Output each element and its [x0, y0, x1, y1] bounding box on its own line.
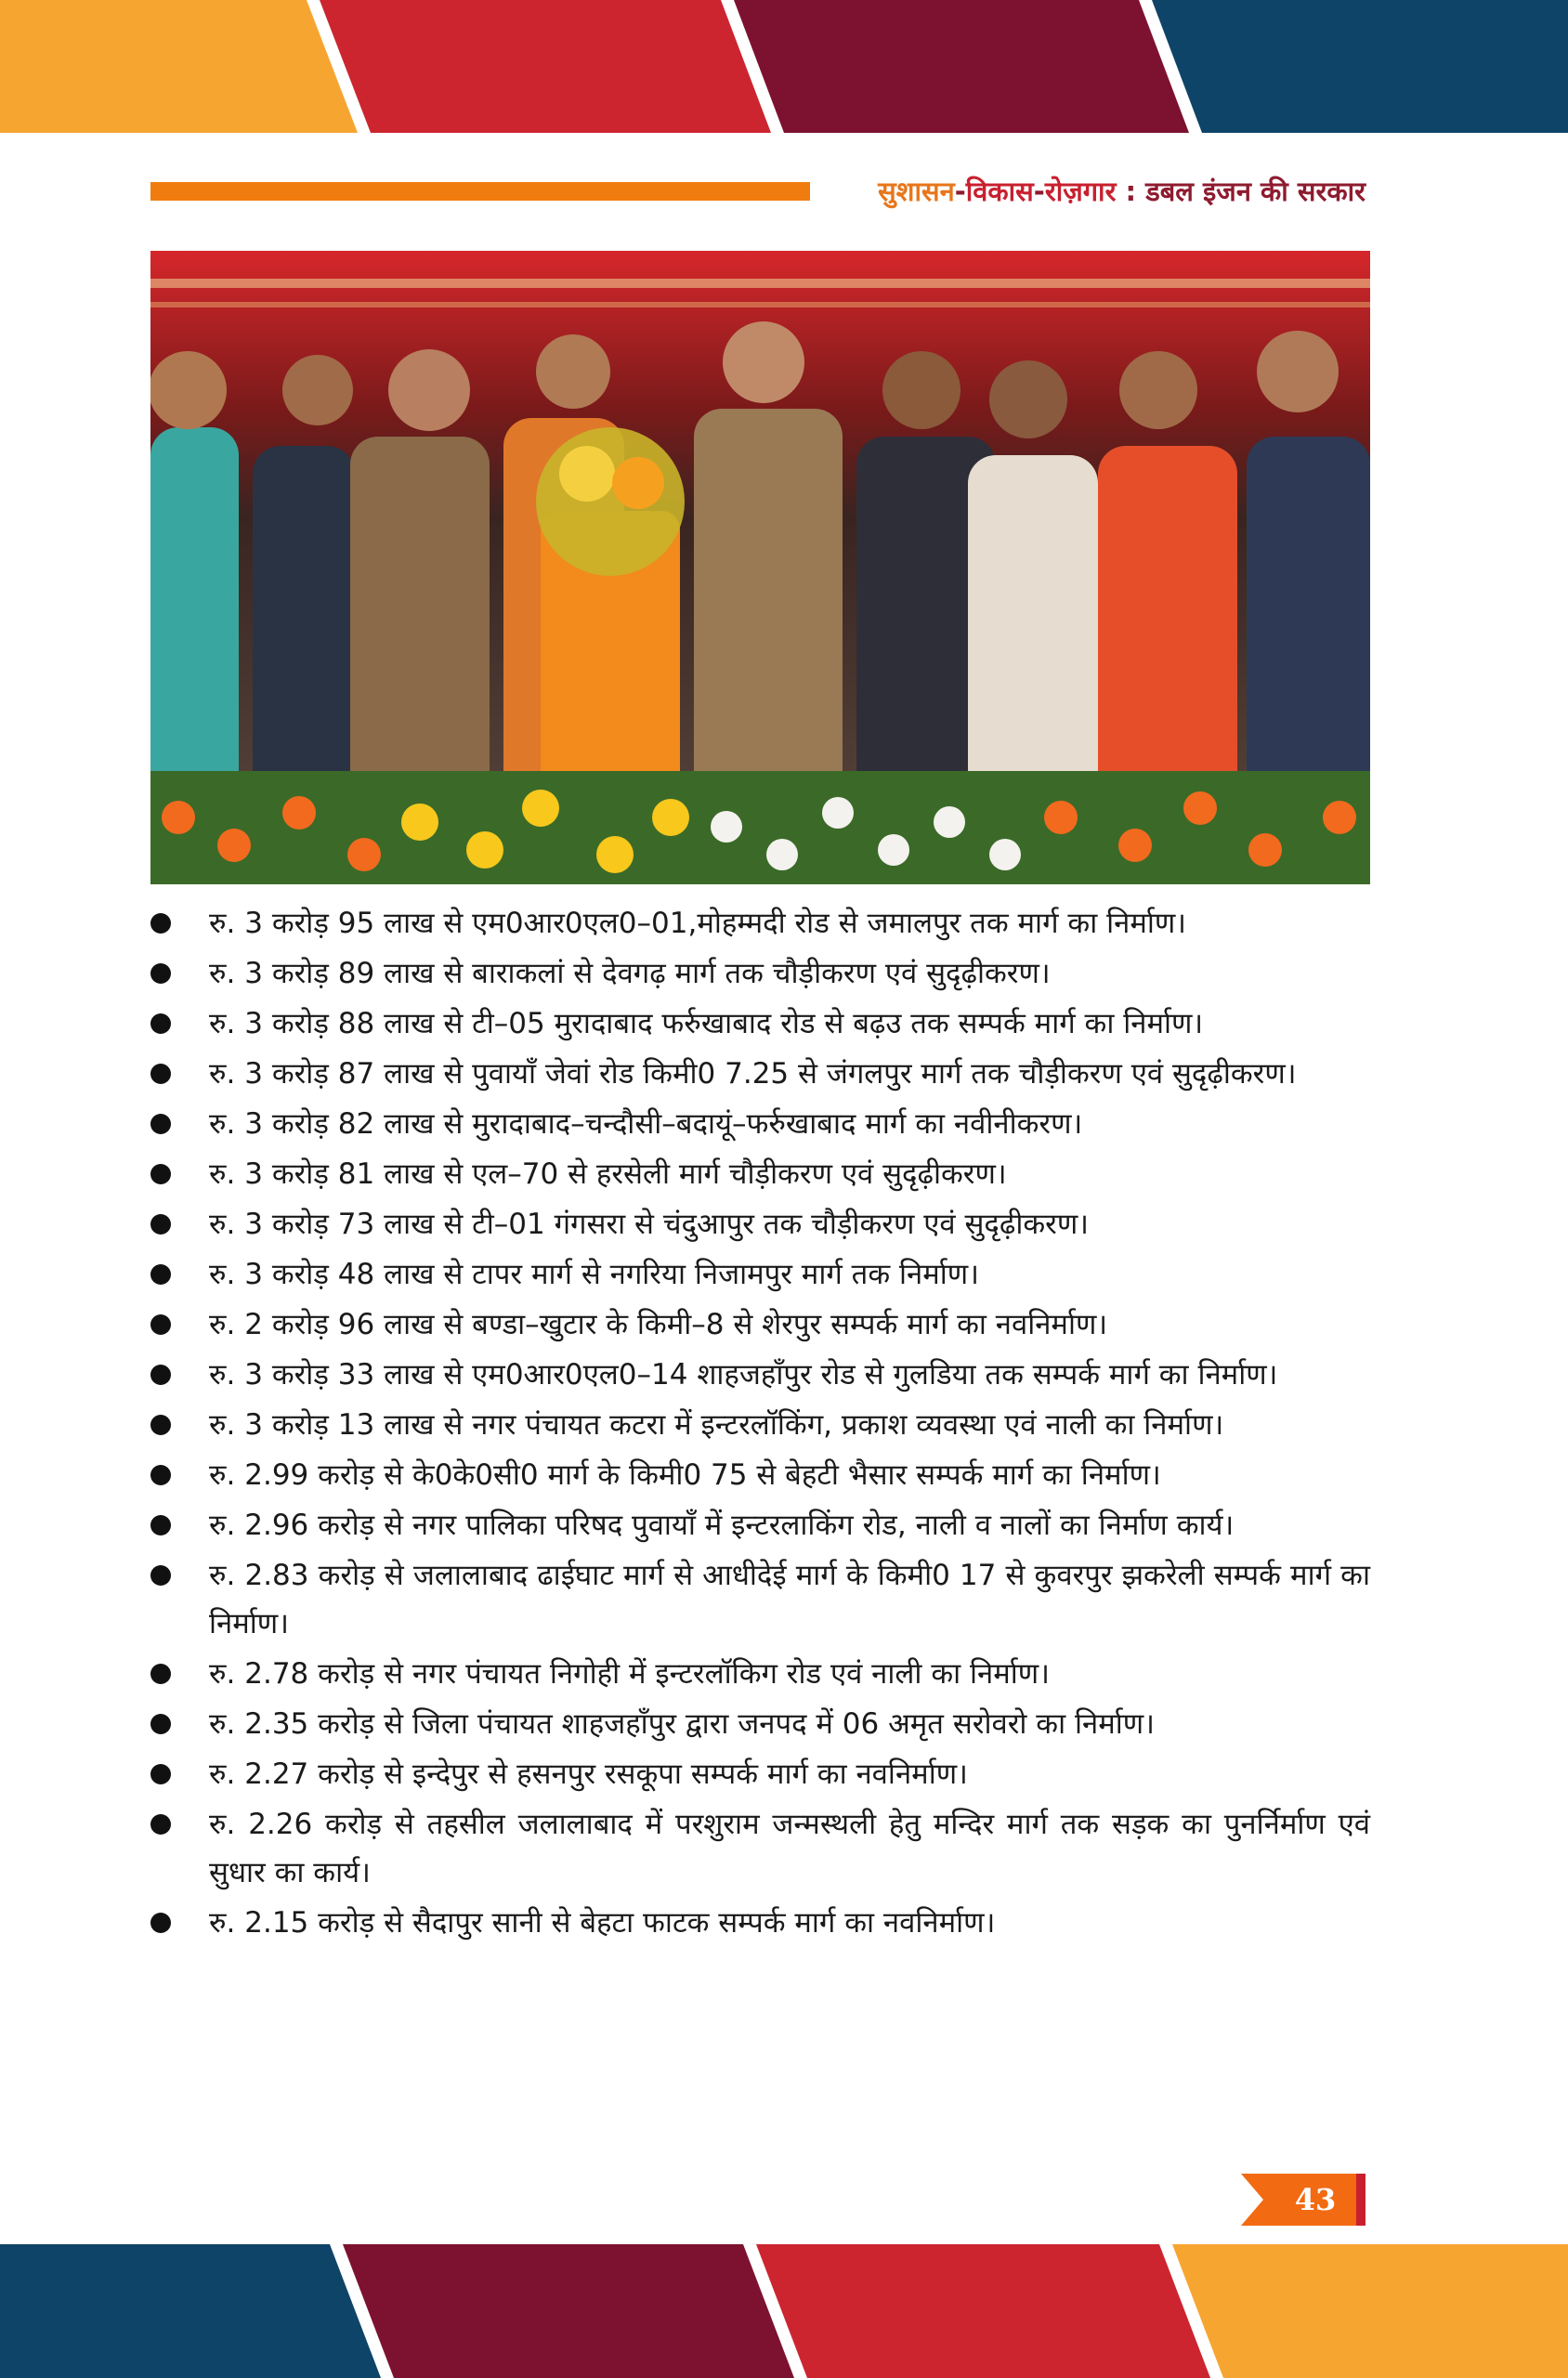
- bullet-icon: [150, 1013, 171, 1034]
- list-item: [150, 1250, 1370, 1299]
- list-item-text: रु. 2.27 करोड़ से इन्देपुर से हसनपुर रसकूपा सम्पर्क मार्ग का नवनिर्माण।: [209, 1757, 968, 1791]
- bullet-icon: [150, 1415, 171, 1435]
- list-item-text: रु. 2 करोड़ 96 लाख से बण्डा–खुटार के किमी–8 से शेरपुर सम्पर्क मार्ग का नवनिर्माण।: [209, 1308, 1108, 1341]
- list-item-text: रु. 3 करोड़ 89 लाख से बाराकलां से देवगढ़ मार्ग तक चौड़ीकरण एवं सुदृढ़ीकरण।: [209, 957, 1051, 990]
- running-head-sep-2: -: [1033, 176, 1045, 207]
- list-item-text: रु. 2.35 करोड़ से जिला पंचायत शाहजहाँपुर द्वारा जनपद में 06 अमृत सरोवरो का निर्माण।: [209, 1707, 1155, 1741]
- list-item: [150, 1750, 1370, 1798]
- list-item: [150, 899, 1370, 947]
- running-head-part-2: विकास: [965, 176, 1034, 207]
- list-item-text: रु. 2.99 करोड़ से के0के0सी0 मार्ग के किमी0 75 से बेहटी भैसार सम्पर्क मार्ग का निर्माण।: [209, 1458, 1161, 1492]
- list-item: [150, 1150, 1370, 1198]
- list-item-text: रु. 3 करोड़ 33 लाख से एम0आर0एल0–14 शाहजहाँपुर रोड से गुलडिया तक सम्पर्क मार्ग का निर्माण।: [209, 1358, 1278, 1392]
- top-color-band: [0, 0, 1568, 133]
- list-item-text: रु. 3 करोड़ 73 लाख से टी–01 गंगसरा से चंदुआपुर तक चौड़ीकरण एवं सुदृढ़ीकरण।: [209, 1208, 1089, 1241]
- bullet-icon: [150, 1764, 171, 1784]
- page-number: 43: [1294, 2182, 1337, 2217]
- bullet-icon: [150, 1365, 171, 1385]
- bullet-icon: [150, 1515, 171, 1535]
- list-item: [150, 1300, 1370, 1349]
- header-rule: [150, 182, 810, 201]
- list-item-text: रु. 3 करोड़ 95 लाख से एम0आर0एल0–01,मोहम्मदी रोड से जमालपुर तक मार्ग का निर्माण।: [209, 907, 1187, 940]
- list-item: [150, 1050, 1370, 1098]
- list-item: [150, 1800, 1370, 1897]
- running-head-sep-1: -: [954, 176, 966, 207]
- list-item: [150, 1551, 1370, 1648]
- list-item-text: रु. 3 करोड़ 82 लाख से मुरादाबाद–चन्दौसी–बदायूं–फर्रुखाबाद मार्ग का नवीनीकरण।: [209, 1107, 1083, 1141]
- event-photo: [150, 251, 1370, 884]
- list-item: [150, 1700, 1370, 1748]
- running-head-part-3: रोज़गार: [1044, 176, 1117, 207]
- list-item-text: रु. 3 करोड़ 48 लाख से टापर मार्ग से नगरिया निजामपुर मार्ग तक निर्माण।: [209, 1258, 979, 1291]
- list-item-text: रु. 3 करोड़ 81 लाख से एल–70 से हरसेली मार्ग चौड़ीकरण एवं सुदृढ़ीकरण।: [209, 1157, 1007, 1191]
- bullet-icon: [150, 1714, 171, 1734]
- running-head: [831, 173, 1365, 210]
- list-item-text: रु. 2.15 करोड़ से सैदापुर सानी से बेहटा फाटक सम्पर्क मार्ग का नवनिर्माण।: [209, 1906, 996, 1940]
- list-item: [150, 1451, 1370, 1499]
- list-item: [150, 1501, 1370, 1549]
- bullet-icon: [150, 1913, 171, 1933]
- list-item: [150, 1899, 1370, 1947]
- list-item: [150, 1200, 1370, 1248]
- list-item: [150, 1351, 1370, 1399]
- bottom-color-band: [0, 2244, 1568, 2378]
- list-item: [150, 949, 1370, 998]
- list-item: [150, 1100, 1370, 1148]
- list-item: [150, 1000, 1370, 1048]
- list-item: [150, 1401, 1370, 1449]
- bullet-icon: [150, 1114, 171, 1134]
- bullet-icon: [150, 1064, 171, 1084]
- page-number-tab: [1241, 2174, 1365, 2226]
- bullet-icon: [150, 1264, 171, 1285]
- list-item-text: रु. 2.96 करोड़ से नगर पालिका परिषद पुवायाँ में इन्टरलाकिंग रोड, नाली व नालों का निर्माण कार्य।: [209, 1509, 1235, 1542]
- bullet-icon: [150, 1164, 171, 1184]
- bullet-icon: [150, 1565, 171, 1586]
- bullet-icon: [150, 1314, 171, 1335]
- bullet-icon: [150, 1214, 171, 1235]
- list-item-text: रु. 3 करोड़ 13 लाख से नगर पंचायत कटरा में इन्टरलॉकिंग, प्रकाश व्यवस्था एवं नाली का निर्माण।: [209, 1408, 1224, 1442]
- list-item-text: रु. 3 करोड़ 88 लाख से टी–05 मुरादाबाद फर्रुखाबाद रोड से बढ़उ तक सम्पर्क मार्ग का निर्माण।: [209, 1007, 1204, 1040]
- list-item: [150, 1650, 1370, 1698]
- bullet-icon: [150, 1814, 171, 1835]
- list-item-text: रु. 2.78 करोड़ से नगर पंचायत निगोही में इन्टरलॉकिग रोड एवं नाली का निर्माण।: [209, 1657, 1050, 1691]
- running-head-part-1: सुशासन: [878, 176, 955, 207]
- list-item-text: रु. 2.83 करोड़ से जलालाबाद ढाईघाट मार्ग से आधीदेई मार्ग के किमी0 17 से कुवरपुर झकरेली सम्पर्क मार्ग का निर्माण।: [209, 1559, 1370, 1640]
- list-item-text: रु. 2.26 करोड़ से तहसील जलालाबाद में परशुराम जन्मस्थली हेतु मन्दिर मार्ग तक सड़क का पुनर्निर्माण एवं सुधार का कार्य।: [209, 1808, 1370, 1889]
- bullet-icon: [150, 1465, 171, 1485]
- list-item-text: रु. 3 करोड़ 87 लाख से पुवायाँ जेवां रोड किमी0 7.25 से जंगलपुर मार्ग तक चौड़ीकरण एवं सुदृढ़ीकरण।: [209, 1057, 1297, 1091]
- bullet-icon: [150, 963, 171, 984]
- bullet-icon: [150, 1664, 171, 1684]
- bullet-icon: [150, 913, 171, 934]
- running-head-part-4: : डबल इंजन की सरकार: [1116, 176, 1365, 207]
- project-bullet-list: [150, 899, 1370, 1949]
